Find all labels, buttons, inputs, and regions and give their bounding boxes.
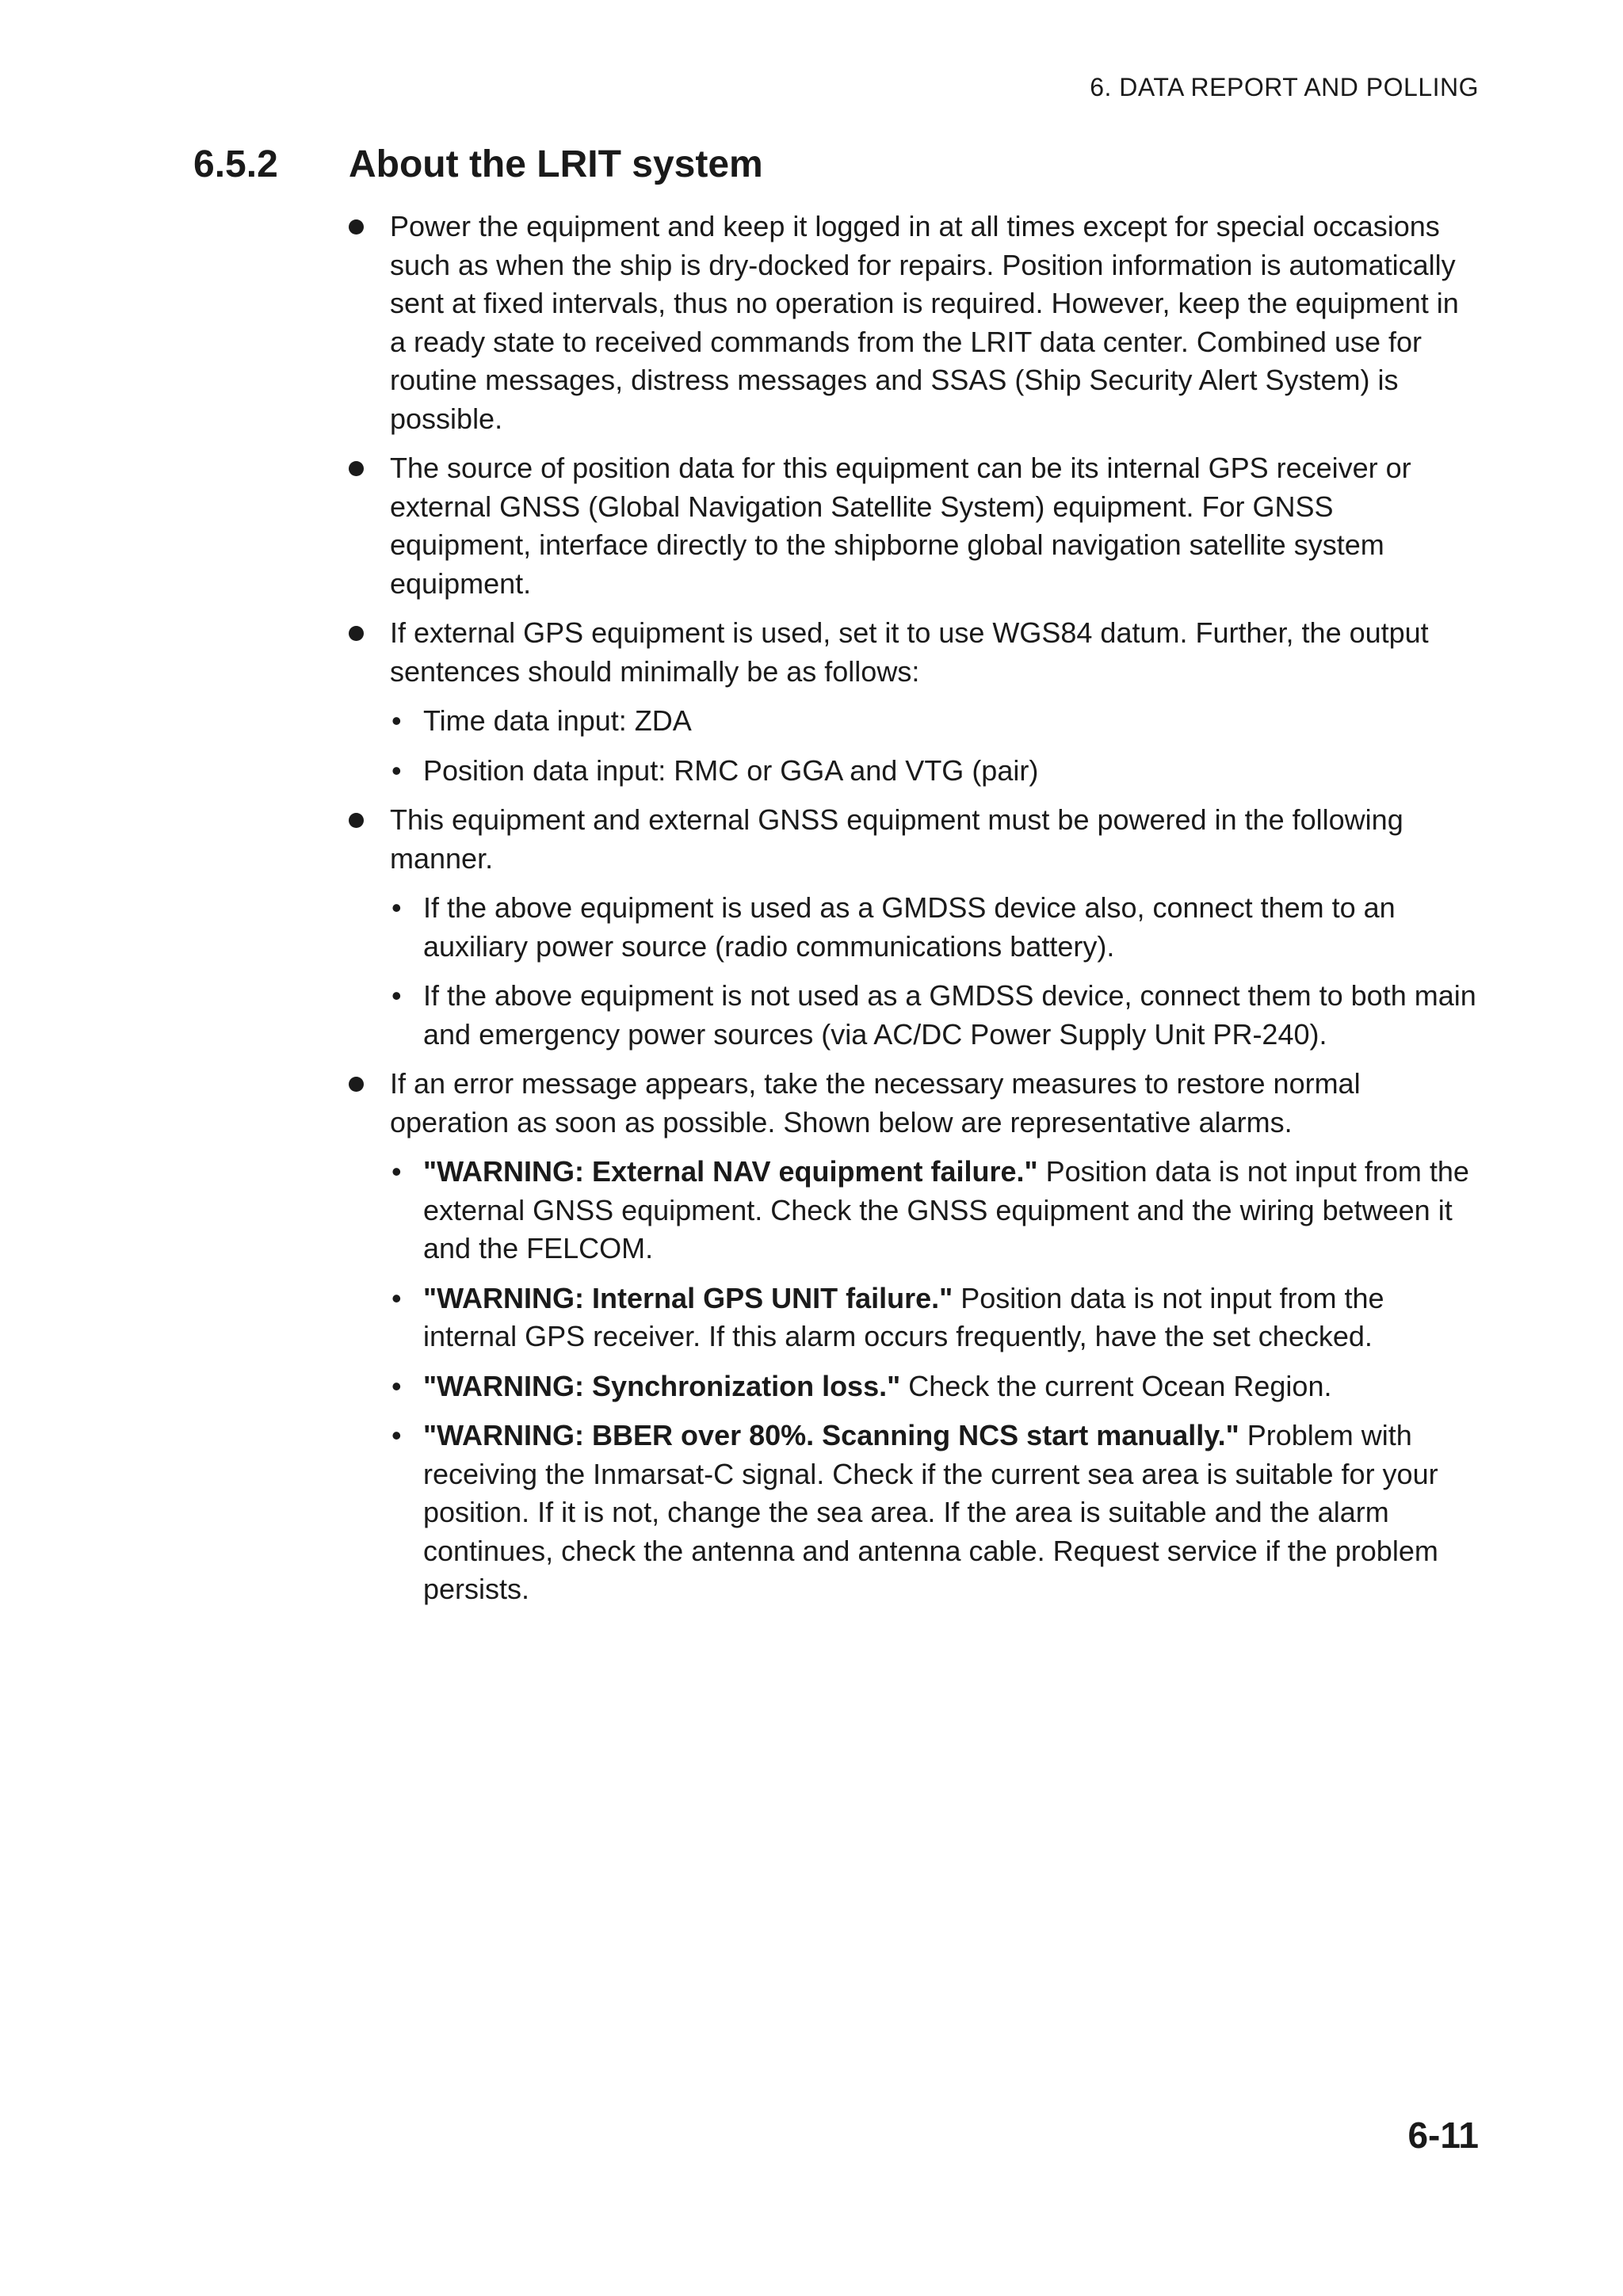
bullet-dot-icon: [349, 461, 364, 476]
sub-list-item-warning: [390, 1280, 1480, 1356]
warning-message: "WARNING: External NAV equipment failure.": [423, 1155, 1038, 1188]
warning-description: Problem with receiving the Inmarsat-C signal. Check if the current sea area is suitable for your position. If it is not, change the sea area. If the area is suitable and the alarm continues, check the antenna and antenna cable. Request service if the problem persists.: [423, 1419, 1438, 1605]
running-header: 6. DATA REPORT AND POLLING: [1090, 73, 1479, 101]
bullet-list: [349, 208, 1480, 1620]
bullet-dot-icon: [349, 1077, 364, 1092]
section-title: About the LRIT system: [349, 143, 763, 185]
section-number: 6.5.2: [193, 143, 278, 185]
warning-description: Position data is not input from the external GNSS equipment. Check the GNSS equipment and the wiring between it and the FELCOM.: [423, 1155, 1469, 1264]
list-item-text: Power the equipment and keep it logged in at all times except for special occasions such as when the ship is dry-docked for repairs. Position information is automatically sent at fixed intervals, thus no operation is required. However, keep the equipment in a ready state to received commands from the LRIT data center. Combined use for routine messages, distress messages and SSAS (Ship Security Alert System) is possible.: [390, 210, 1459, 435]
warning-message: "WARNING: BBER over 80%. Scanning NCS start manually.": [423, 1419, 1239, 1451]
warning-description: Position data is not input from the internal GPS receiver. If this alarm occurs frequently, have the set checked.: [423, 1281, 1384, 1352]
list-item: [349, 614, 1480, 790]
sub-bullet-icon: •: [391, 1155, 402, 1188]
list-item: [349, 801, 1480, 1054]
sub-list-item-warning: [390, 1153, 1480, 1268]
list-item: [349, 208, 1480, 438]
warning-message: "WARNING: Synchronization loss.": [423, 1369, 901, 1402]
sub-list-item: [390, 977, 1480, 1054]
sub-bullet-icon: •: [391, 891, 402, 924]
bullet-dot-icon: [349, 626, 364, 641]
sub-list-item-warning: [390, 1367, 1480, 1406]
sub-bullet-icon: •: [391, 979, 402, 1012]
sub-list-item-text: Time data input: ZDA: [423, 704, 692, 737]
sub-bullet-icon: •: [391, 753, 402, 787]
section-heading: [193, 143, 763, 186]
list-item-text: The source of position data for this equipment can be its internal GPS receiver or external GNSS (Global Navigation Satellite System) equipment. For GNSS equipment, interface directly to the shipborne global navigation satellite system equipment.: [390, 452, 1411, 600]
list-item-text: If an error message appears, take the necessary measures to restore normal operation as soon as possible. Shown below are representative alarms.: [390, 1067, 1361, 1138]
list-item-text: This equipment and external GNSS equipment must be powered in the following manner.: [390, 803, 1403, 875]
sub-bullet-icon: •: [391, 1419, 402, 1451]
sub-list-item-warning: [390, 1417, 1480, 1609]
sub-bullet-icon: •: [391, 704, 402, 737]
sub-bullet-icon: •: [391, 1281, 402, 1314]
sub-list-item-text: Position data input: RMC or GGA and VTG (pair): [423, 753, 1039, 787]
sub-list-item: [390, 889, 1480, 966]
sub-list-item: [390, 752, 1480, 791]
list-item-text: If external GPS equipment is used, set it to use WGS84 datum. Further, the output sentences should minimally be as follows:: [390, 616, 1429, 688]
sub-list-item-text: If the above equipment is not used as a GMDSS device, connect them to both main and emergency power sources (via AC/DC Power Supply Unit PR-240).: [423, 979, 1476, 1051]
list-item: [349, 1065, 1480, 1609]
list-item: [349, 449, 1480, 603]
bullet-dot-icon: [349, 813, 364, 828]
page-number: 6-11: [1407, 2115, 1479, 2156]
warning-description: Check the current Ocean Region.: [900, 1369, 1332, 1402]
sub-list-item: [390, 702, 1480, 741]
warning-message: "WARNING: Internal GPS UNIT failure.": [423, 1281, 953, 1314]
sub-list-item-text: If the above equipment is used as a GMDSS device also, connect them to an auxiliary power source (radio communications battery).: [423, 891, 1396, 963]
sub-bullet-icon: •: [391, 1369, 402, 1402]
bullet-dot-icon: [349, 219, 364, 235]
